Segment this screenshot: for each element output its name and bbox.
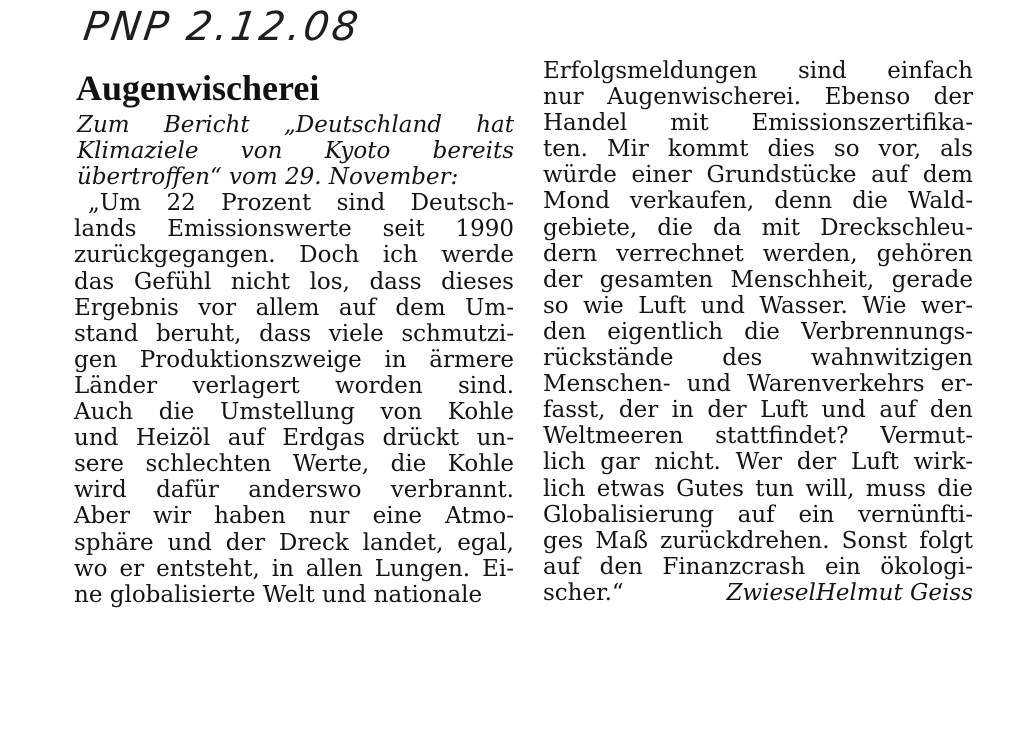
text-line: wird dafür anderswo verbrannt. — [74, 477, 514, 504]
headline: Augenwischerei — [76, 68, 320, 108]
text-line: Weltmeeren stattfindet? Vermut- — [543, 423, 973, 450]
right-column — [543, 58, 973, 606]
text-line: Globalisierung auf ein vernünfti- — [543, 501, 973, 528]
text-line: „Um 22 Prozent sind Deutsch- — [88, 190, 514, 217]
text-line: sere schlechten Werte, die Kohle — [74, 451, 514, 478]
text-line: Ergebnis vor allem auf dem Um- — [74, 294, 514, 321]
text-line: Mond verkaufen, denn die Wald- — [543, 188, 973, 215]
author-name: Helmut Geiss — [815, 579, 973, 606]
text-line: ten. Mir kommt dies so vor, als — [543, 136, 973, 163]
text-line: Menschen- und Warenverkehrs er- — [543, 371, 973, 398]
text-line: und Heizöl auf Erdgas drückt un- — [74, 425, 514, 452]
text-line: so wie Luft und Wasser. Wie wer- — [543, 292, 973, 319]
text-line: wo er entsteht, in allen Lungen. Ei- — [74, 555, 514, 582]
text-line: fasst, der in der Luft und auf den — [543, 397, 973, 424]
text-line: stand beruht, dass viele schmutzi- — [74, 320, 514, 347]
subhead — [77, 112, 514, 190]
text-line: gebiete, die da mit Dreckschleu- — [543, 214, 973, 241]
text-line: Handel mit Emissionszertifika- — [543, 110, 973, 137]
subhead-line: Klimaziele von Kyoto bereits — [77, 138, 514, 165]
text-line: nur Augenwischerei. Ebenso der — [543, 84, 973, 111]
text-line: rückstände des wahnwitzigen — [543, 345, 973, 372]
text-line: das Gefühl nicht los, dass dieses — [74, 268, 514, 295]
author-location: Zwiesel — [726, 579, 816, 606]
text-line: Länder verlagert worden sind. — [74, 372, 514, 399]
text-line: Erfolgsmeldungen sind einfach — [543, 58, 973, 84]
text-line: dern verrechnet werden, gehören — [543, 240, 973, 267]
text-line: zurückgegangen. Doch ich werde — [74, 242, 514, 269]
text-line: lich gar nicht. Wer der Luft wirk- — [543, 449, 973, 476]
text-line: ges Maß zurückdrehen. Sonst folgt — [543, 527, 973, 554]
text-line: der gesamten Menschheit, gerade — [543, 266, 973, 293]
text-line: den eigentlich die Verbrennungs- — [543, 318, 973, 345]
subhead-line: Zum Bericht „Deutschland hat — [77, 112, 514, 138]
text-line: lich etwas Gutes tun will, muss die — [543, 475, 973, 502]
text-line: auf den Finanzcrash ein ökologi- — [543, 553, 973, 580]
text-line: Aber wir haben nur eine Atmo- — [74, 503, 514, 530]
letter-body-left — [74, 190, 514, 608]
subhead-line: übertroffen“ vom 29. November: — [77, 164, 459, 191]
closing-text: scher.“ — [543, 579, 624, 606]
left-column — [74, 68, 514, 608]
text-line: gen Produktionszweige in ärmere — [74, 346, 514, 373]
text-line: sphäre und der Dreck landet, egal, — [74, 529, 514, 556]
handwritten-note: PNP 2.12.08 — [80, 4, 364, 50]
text-line: Auch die Umstellung von Kohle — [74, 399, 514, 426]
text-line: würde einer Grundstücke auf dem — [543, 162, 973, 189]
text-line: lands Emissionswerte seit 1990 — [74, 216, 514, 243]
text-line: ne globalisierte Welt und nationale — [74, 581, 483, 608]
